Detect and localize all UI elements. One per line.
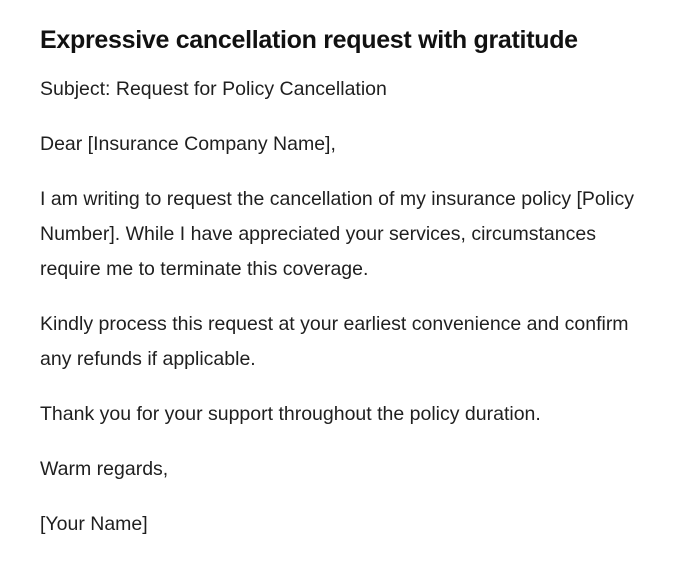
body-paragraph-process: Kindly process this request at your earliest convenience and confirm any refunds if applicable. (40, 313, 629, 370)
greeting: Dear [Insurance Company Name], (40, 133, 336, 155)
letter-document (40, 22, 660, 562)
body-paragraph-thanks: Thank you for your support throughout the policy duration. (40, 403, 541, 425)
letter-title: Expressive cancellation request with gratitude (40, 26, 578, 54)
closing: Warm regards, (40, 458, 169, 480)
subject-line: Subject: Request for Policy Cancellation (40, 78, 387, 100)
body-paragraph-request: I am writing to request the cancellation of my insurance policy [Policy Number]. While I have appreciated your services, circumstances require me to terminate this coverage. (40, 188, 634, 280)
signature: [Your Name] (40, 513, 148, 535)
